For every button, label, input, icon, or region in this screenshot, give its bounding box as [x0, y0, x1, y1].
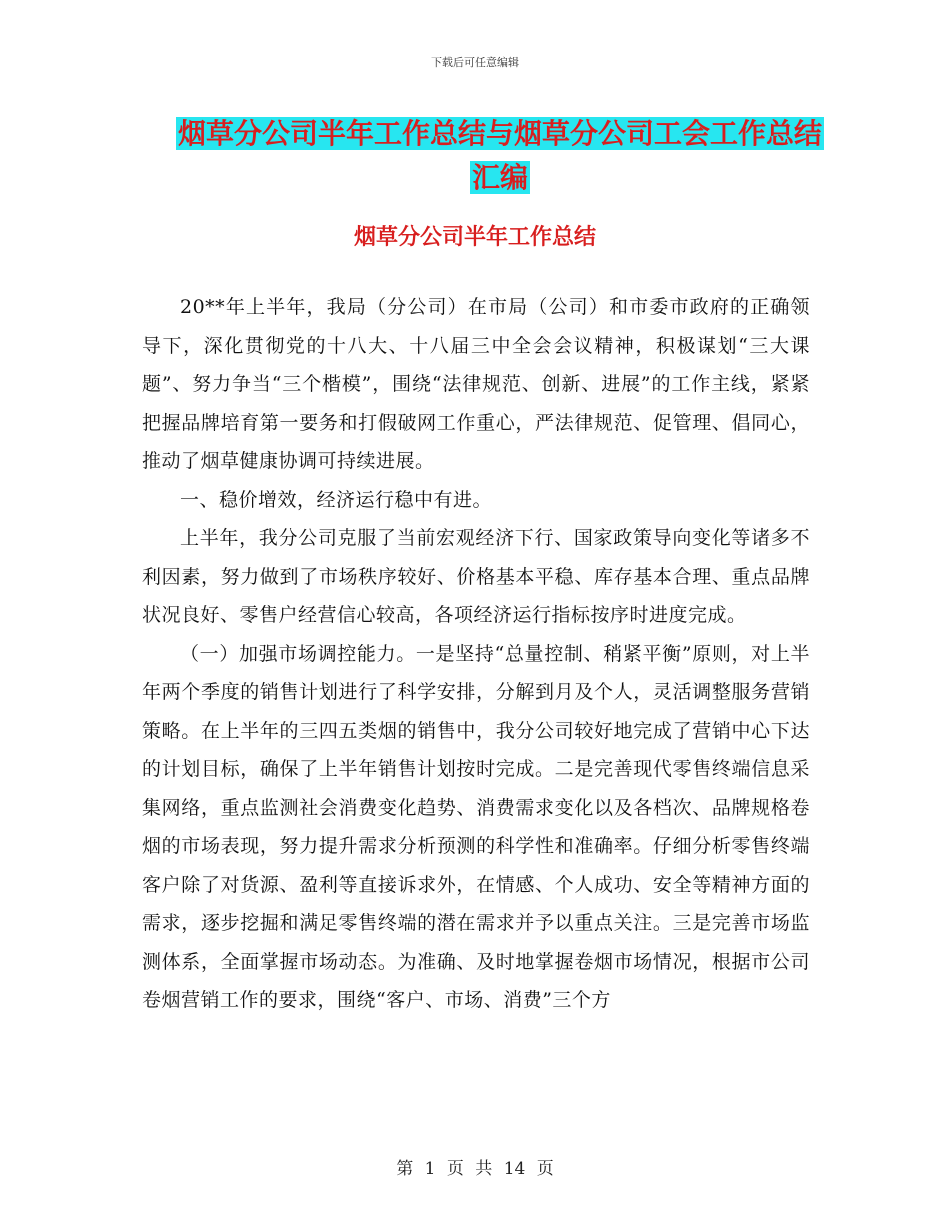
- document-title: [150, 112, 850, 200]
- header-note: 下载后可任意编辑: [431, 56, 519, 69]
- paragraph-heading-1: 一、稳价增效，经济运行稳中有进。: [180, 488, 493, 511]
- page-footer: 第 1 页 共 14 页: [396, 1159, 554, 1179]
- body-text: [142, 288, 810, 1020]
- title-line-1: 烟草分公司半年工作总结与烟草分公司工会工作总结: [177, 117, 822, 150]
- paragraph-summary: 上半年，我分公司克服了当前宏观经济下行、国家政策导向变化等诸多不利因素，努力做到了市场秩序较好、价格基本平稳、库存基本合理、重点品牌状况良好、零售户经营信心较高，各项经济运行指标按序时进度完成。: [142, 527, 810, 626]
- paragraph-market-control: （一）加强市场调控能力。一是坚持“总量控制、稍紧平衡”原则，对上半年两个季度的销售计划进行了科学安排，分解到月及个人，灵活调整服务营销策略。在上半年的三四五类烟的销售中，我分公司较好地完成了营销中心下达的计划目标，确保了上半年销售计划按时完成。二是完善现代零售终端信息采集网络，重点监测社会消费变化趋势、消费需求变化以及各档次、品牌规格卷烟的市场表现，努力提升需求分析预测的科学性和准确率。仔细分析零售终端客户除了对货源、盈利等直接诉求外，在情感、个人成功、安全等精神方面的需求，逐步挖掘和满足零售终端的潜在需求并予以重点关注。三是完善市场监测体系，全面掌握市场动态。为准确、及时地掌握卷烟市场情况，根据市公司卷烟营销工作的要求，围绕“客户、市场、消费”三个方: [142, 642, 810, 1011]
- paragraph-intro: 20**年上半年，我局（分公司）在市局（公司）和市委市政府的正确领导下，深化贯彻党的十八大、十八届三中全会会议精神，积极谋划“三大课题”、努力争当“三个楷模”，围绕“法律规范、创新、进展”的工作主线，紧紧把握品牌培育第一要务和打假破网工作重心，严法律规范、促管理、倡同心，推动了烟草健康协调可持续进展。: [142, 296, 810, 472]
- title-line-2: 汇编: [471, 161, 528, 194]
- section-title: 烟草分公司半年工作总结: [353, 225, 596, 250]
